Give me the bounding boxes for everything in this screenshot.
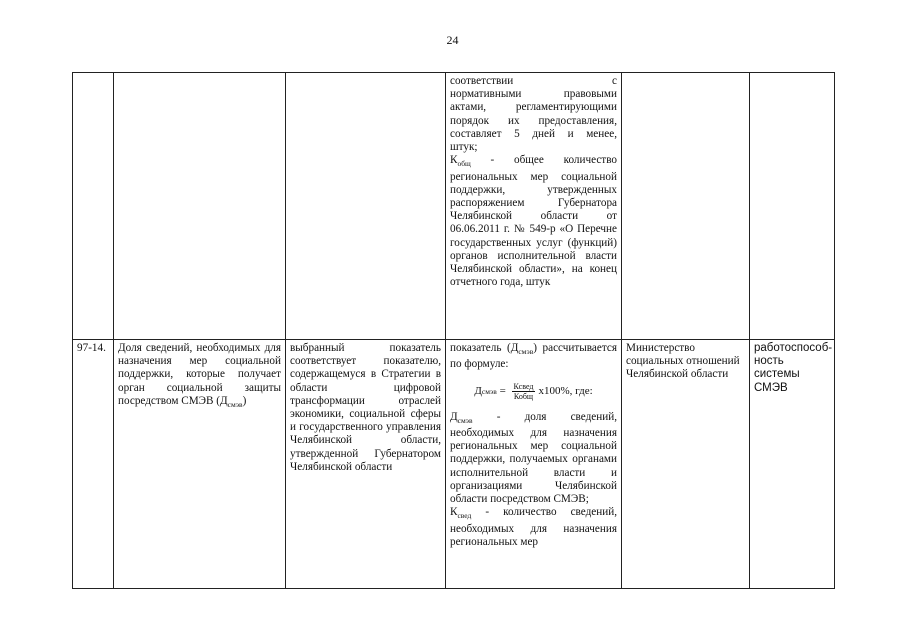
definition-text: - доля сведений, необходимых для назначения региональных мер социальной поддержки, получаемых органами исполнительной власти и организациями Челябинской области посредством СМЭВ; xyxy=(450,410,617,506)
table-row-continued xyxy=(73,73,835,340)
formula-lhs: Д xyxy=(474,384,482,397)
text-line: актами, регламентирующими xyxy=(450,101,617,114)
formula-fraction xyxy=(512,382,536,401)
expected-result: работоспособ-ность системы СМЭВ xyxy=(750,340,835,589)
def-dsmev xyxy=(450,411,617,507)
text-line: штук; xyxy=(450,141,478,154)
intro-end: ) рассчитывается по формуле: xyxy=(450,342,617,371)
text-line: составляет 5 дней и менее, xyxy=(450,127,617,140)
formula xyxy=(450,382,617,401)
indicator-name-text: Доля сведений, необходимых для назначения мер социальной поддержки, которые получает орган социальной защиты посредством СМЭВ (Д xyxy=(118,342,281,407)
symbol: Д xyxy=(450,410,458,423)
formula-equals: = xyxy=(496,384,509,397)
def-ksved xyxy=(450,506,617,549)
symbol-subscript: общ xyxy=(457,159,471,169)
cell-responsible-empty xyxy=(622,73,750,340)
text-line: порядок их предоставления, xyxy=(450,114,617,127)
table-row-97-14 xyxy=(73,340,835,589)
intro-text: показатель (Д xyxy=(450,342,519,354)
definition-text: - общее количество региональных мер социальной поддержки, утвержденных распоряжением Губернатора Челябинской области от 06.06.2011 г. № 549-р «О Перечне государственных услуг (функций) органов исполнительной власти Челябинской области», на конец отчетного года, штук xyxy=(450,154,617,289)
indicator-subscript: смэв xyxy=(227,400,243,410)
cell-name-empty xyxy=(114,73,286,340)
formula-tail: x100%, где: xyxy=(538,384,593,397)
cell-result-empty xyxy=(750,73,835,340)
indicator-name xyxy=(114,340,286,589)
text-line: соответствии с xyxy=(450,75,617,87)
cell-number-empty xyxy=(73,73,114,340)
formula-denominator: Кобщ xyxy=(513,391,534,401)
method-continued-lines xyxy=(450,75,617,154)
indicator-number: 97-14. xyxy=(73,340,114,589)
indicator-close: ) xyxy=(242,394,247,407)
strategy-link: выбранный показатель соответствует показателю, содержащемуся в Стратегии в области цифровой трансформации отраслей экономики, социальной сферы и государственного управления Челябинской области, утвержденной Губернатором Челябинской области xyxy=(286,340,446,589)
symbol: К xyxy=(450,154,458,167)
page-number: 24 xyxy=(446,33,459,47)
formula-lhs-subscript: смэв xyxy=(481,386,497,396)
definition-text: - количество сведений, необходимых для назначения региональных мер xyxy=(450,506,617,548)
text-line: нормативными правовыми xyxy=(450,88,617,101)
formula-numerator: Ксвед xyxy=(513,381,534,391)
calculation-method xyxy=(446,340,622,589)
method-intro xyxy=(450,342,617,372)
kobsh-definition xyxy=(450,154,617,289)
symbol-subscript: свед xyxy=(457,511,472,521)
symbol: К xyxy=(450,506,458,519)
cell-strategy-empty xyxy=(286,73,446,340)
symbol-subscript: смэв xyxy=(457,415,473,425)
cell-method-continued xyxy=(446,73,622,340)
indicator-table xyxy=(72,72,835,589)
responsible-body: Министерство социальных отношений Челябинской области xyxy=(622,340,750,589)
intro-subscript: смэв xyxy=(518,347,534,357)
